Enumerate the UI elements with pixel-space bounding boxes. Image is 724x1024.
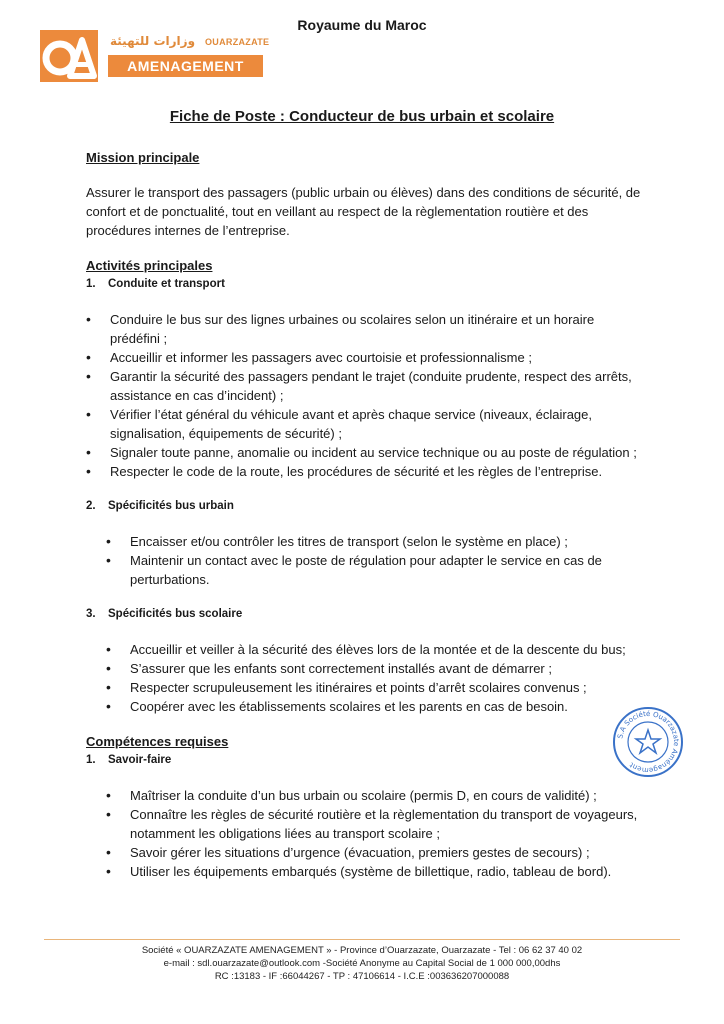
list-item: • Coopérer avec les établissements scolaires et les parents en cas de besoin. — [106, 697, 646, 716]
list-item: • Vérifier l’état général du véhicule avant et après chaque service (niveaux, éclairage, signalisation, équipements de sécurité) ; — [86, 405, 646, 443]
mission-heading: Mission principale — [86, 150, 200, 165]
logo-mark — [40, 30, 98, 82]
bullet-list — [86, 310, 646, 481]
list-item: • Accueillir et informer les passagers avec courtoisie et professionnalisme ; — [86, 348, 646, 367]
bullet-list — [106, 640, 646, 716]
section-number: 1. — [86, 754, 96, 766]
kingdom-header: Royaume du Maroc — [297, 17, 427, 33]
activity-section-heading — [86, 275, 646, 294]
footer-divider — [44, 939, 680, 940]
logo-arabic-text: وزارات للتهيئة — [110, 34, 196, 48]
activity-section-heading — [86, 497, 646, 516]
competences-heading: Compétences requises — [86, 734, 229, 749]
list-item: • Savoir gérer les situations d’urgence (évacuation, premiers gestes de secours) ; — [106, 843, 646, 862]
list-item: • Respecter scrupuleusement les itinéraires et points d’arrêt scolaires convenus ; — [106, 678, 646, 697]
company-stamp — [612, 706, 684, 778]
document-body — [86, 148, 646, 881]
section-title: Spécificités bus scolaire — [108, 608, 243, 620]
footer — [0, 944, 724, 983]
bullet-list — [106, 786, 646, 881]
logo-company-top: OUARZAZATE — [205, 37, 270, 47]
list-item: • Accueillir et veiller à la sécurité des élèves lors de la montée et de la descente du bus; — [106, 640, 646, 659]
section-number: 2. — [86, 500, 96, 512]
section-title: Conduite et transport — [108, 278, 225, 290]
section-number: 3. — [86, 608, 96, 620]
document-title: Fiche de Poste : Conducteur de bus urbain et scolaire — [169, 108, 555, 125]
list-item: • Encaisser et/ou contrôler les titres de transport (selon le système en place) ; — [106, 532, 646, 551]
list-item: • S’assurer que les enfants sont correctement installés avant de démarrer ; — [106, 659, 646, 678]
list-item: • Connaître les règles de sécurité routière et la règlementation du transport de voyageurs, notamment les obligations liées au transport scolaire ; — [106, 805, 646, 843]
bullet-list — [106, 532, 646, 589]
section-number: 1. — [86, 278, 96, 290]
footer-line-3: RC :13183 - IF :66044267 - TP : 47106614 - I.C.E :003636207000088 — [214, 971, 510, 982]
list-item: • Signaler toute panne, anomalie ou incident au service technique ou au poste de régulation ; — [86, 443, 646, 462]
list-item: • Conduire le bus sur des lignes urbaines ou scolaires selon un itinéraire et un horaire prédéfini ; — [86, 310, 646, 348]
list-item: • Maintenir un contact avec le poste de régulation pour adapter le service en cas de perturbations. — [106, 551, 646, 589]
company-logo — [40, 30, 268, 82]
list-item: • Respecter le code de la route, les procédures de sécurité et les règles de l’entreprise. — [86, 462, 646, 481]
list-item: • Garantir la sécurité des passagers pendant le trajet (conduite prudente, respect des arrêts, assistance en cas d’incident) ; — [86, 367, 646, 405]
activity-section-heading — [86, 605, 646, 624]
footer-line-1: Société « OUARZAZATE AMENAGEMENT » - Province d’Ouarzazate, Ouarzazate - Tel : 06 62 37 40 02 — [141, 945, 583, 956]
svg-text:S.A Société Ouarzazate Aménage: S.A Société Ouarzazate Aménagement — [616, 709, 681, 775]
mission-text: Assurer le transport des passagers (public urbain ou élèves) dans des conditions de sécurité, de confort et de ponctualité, tout en veillant au respect de la règlementation routière et des procédures internes de l’entreprise. — [86, 185, 641, 238]
competence-section-heading — [86, 751, 646, 770]
activities-heading: Activités principales — [86, 258, 213, 273]
list-item: • Maîtriser la conduite d’un bus urbain ou scolaire (permis D, en cours de validité) ; — [106, 786, 646, 805]
list-item: • Utiliser les équipements embarqués (système de billettique, radio, tableau de bord). — [106, 862, 646, 881]
footer-line-2: e-mail : sdl.ouarzazate@outlook.com -Société Anonyme au Capital Social de 1 000 000,00dhs — [163, 958, 561, 969]
logo-company-name: AMENAGEMENT — [108, 55, 263, 77]
section-title: Savoir-faire — [108, 754, 172, 766]
section-title: Spécificités bus urbain — [108, 500, 234, 512]
